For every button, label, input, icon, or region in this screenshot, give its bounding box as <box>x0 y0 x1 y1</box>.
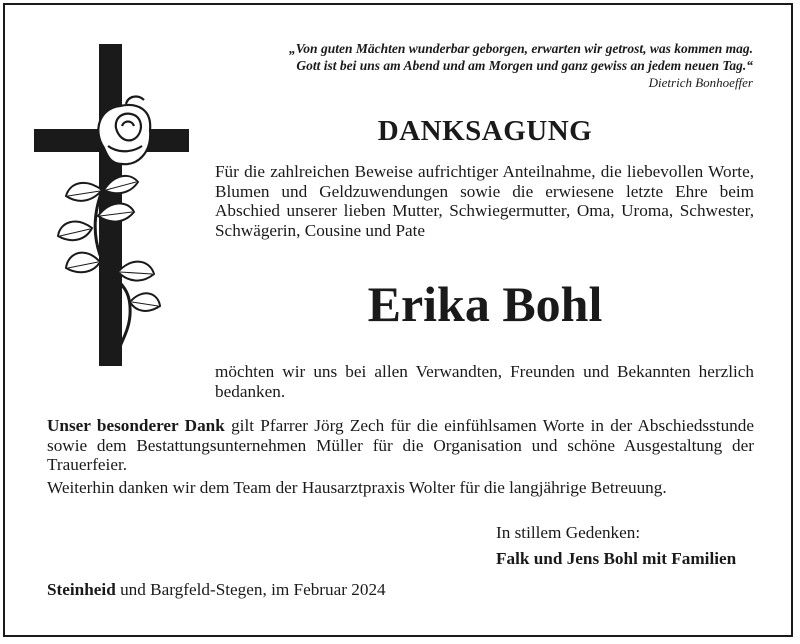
quote-author: Dietrich Bonhoeffer <box>648 75 753 90</box>
special-thanks-lead: Unser besonderer Dank <box>47 416 225 435</box>
page-title: DANKSAGUNG <box>377 115 593 147</box>
memory-line: In stillem Gedenken: <box>496 523 641 542</box>
quote-line-2: Gott ist bei uns am Abend und am Morgen und ganz gewiss an jedem neuen Tag.“ <box>296 58 753 73</box>
special-thanks-text: gilt Pfarrer Jörg Zech für die einfühlsamen Worte in der Abschiedsstunde sowie dem Bestattungsunternehmen Müller für die Organisation und schöne Ausgestaltung der Trauerfeier. <box>47 416 754 474</box>
intro-paragraph <box>215 162 754 240</box>
special-thanks-paragraph <box>47 416 754 475</box>
place-town: Steinheid <box>47 580 116 599</box>
intro-text: Für die zahlreichen Beweise aufrichtiger Anteilnahme, die liebevollen Worte, Blumen und Geldzuwendungen sowie die erwiesene letzte Ehre beim Abschied unserer lieben Mutter, Schwiegermutter, Oma, Uroma, Schwester, Schwägerin, Cousine und Pate <box>215 162 754 240</box>
quote-line-1: „Von guten Mächten wunderbar geborgen, erwarten wir getrost, was kommen mag. <box>289 41 753 56</box>
cross-with-rose-icon <box>30 40 190 370</box>
thanks-paragraph: möchten wir uns bei allen Verwandten, Freunden und Bekannten herzlich bedanken. <box>215 362 754 401</box>
signature-block <box>496 520 756 572</box>
bonhoeffer-quote <box>200 40 753 91</box>
place-date-line <box>47 580 547 600</box>
place-date-rest: und Bargfeld-Stegen, im Februar 2024 <box>115 580 386 599</box>
further-thanks-paragraph: Weiterhin danken wir dem Team der Hausarztpraxis Wolter für die langjährige Betreuung. <box>47 478 667 497</box>
deceased-name: Erika Bohl <box>367 276 603 332</box>
family-signature: Falk und Jens Bohl mit Familien <box>496 549 737 568</box>
